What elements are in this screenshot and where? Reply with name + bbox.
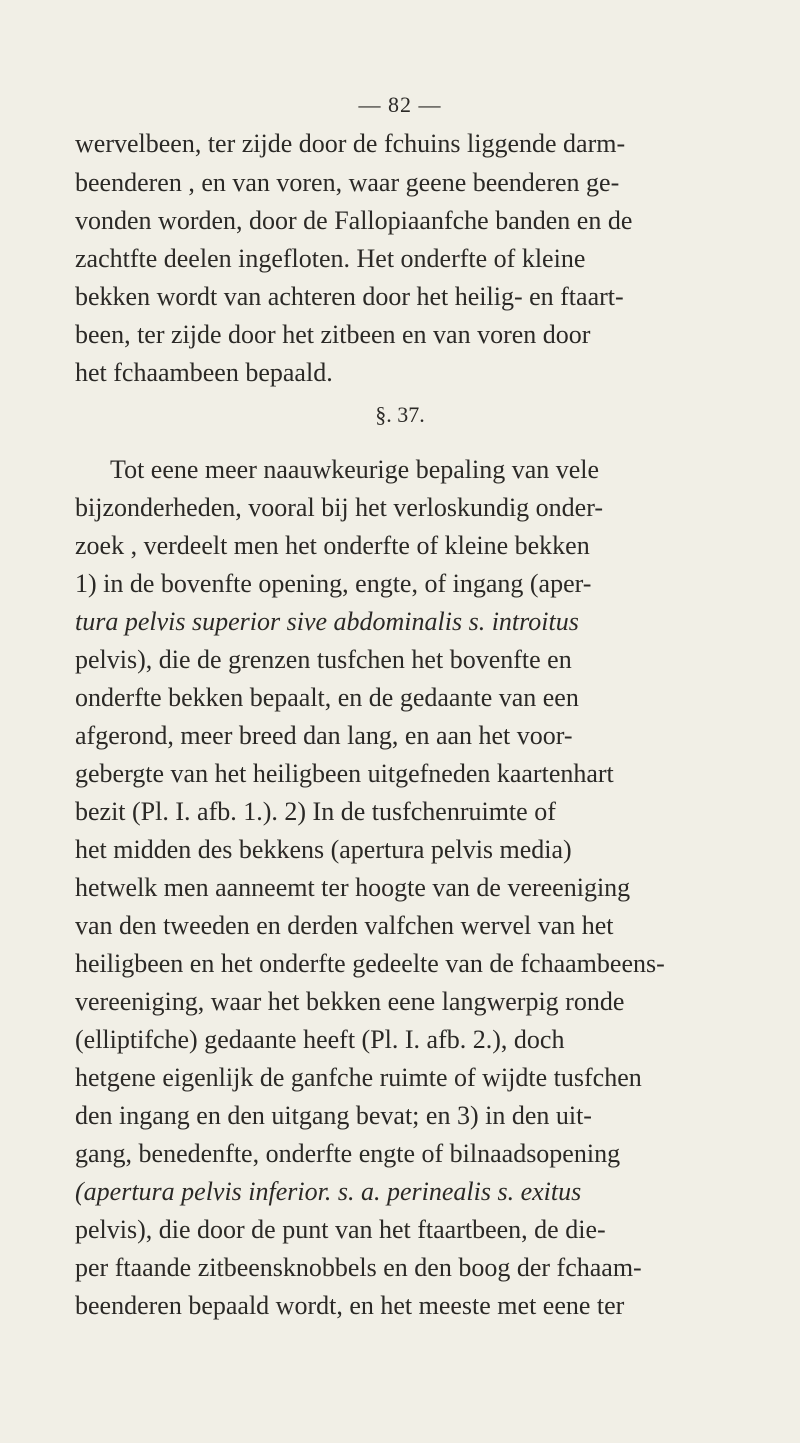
text-line: pelvis), die door de punt van het ftaartbeen, de die- bbox=[75, 1215, 606, 1244]
text-line: (apertura pelvis inferior. s. a. perinealis s. exitus bbox=[75, 1177, 582, 1206]
text-line: het fchaambeen bepaald. bbox=[75, 358, 333, 387]
text-line: bezit (Pl. I. afb. 1.). 2) In de tusfchenruimte of bbox=[75, 797, 556, 826]
text-line: vereeniging, waar het bekken eene langwerpig ronde bbox=[75, 987, 625, 1016]
text-line: vonden worden, door de Fallopiaanfche banden en de bbox=[75, 206, 633, 235]
text-line: heiligbeen en het onderfte gedeelte van de fchaambeens- bbox=[75, 949, 665, 978]
text-line: Tot eene meer naauwkeurige bepaling van vele bbox=[110, 455, 600, 484]
text-line: den ingang en den uitgang bevat; en 3) in den uit- bbox=[75, 1101, 592, 1130]
text-line: beenderen , en van voren, waar geene beenderen ge- bbox=[75, 168, 620, 197]
text-line: (elliptifche) gedaante heeft (Pl. I. afb. 2.), doch bbox=[75, 1025, 565, 1054]
text-line: pelvis), die de grenzen tusfchen het bovenfte en bbox=[75, 645, 572, 674]
text-line: zachtfte deelen ingefloten. Het onderfte of kleine bbox=[75, 244, 586, 273]
page-number: — 82 — bbox=[358, 92, 442, 117]
text-line: been, ter zijde door het zitbeen en van voren door bbox=[75, 320, 591, 349]
section-heading: §. 37. bbox=[375, 402, 425, 427]
text-line: per ftaande zitbeensknobbels en den boog der fchaam- bbox=[75, 1253, 642, 1282]
text-line: wervelbeen, ter zijde door de fchuins liggende darm- bbox=[75, 129, 626, 158]
text-line: afgerond, meer breed dan lang, en aan het voor- bbox=[75, 721, 573, 750]
text-line: bijzonderheden, vooral bij het verloskundig onder- bbox=[75, 493, 603, 522]
text-line: van den tweeden en derden valfchen wervel van het bbox=[75, 911, 614, 940]
text-line: het midden des bekkens (apertura pelvis media) bbox=[75, 835, 572, 864]
text-line: gang, benedenfte, onderfte engte of bilnaadsopening bbox=[75, 1139, 621, 1168]
text-line: bekken wordt van achteren door het heilig- en ftaart- bbox=[75, 282, 624, 311]
text-line: 1) in de bovenfte opening, engte, of ingang (aper- bbox=[75, 569, 592, 598]
text-line: zoek , verdeelt men het onderfte of kleine bekken bbox=[75, 531, 590, 560]
text-line: onderfte bekken bepaalt, en de gedaante van een bbox=[75, 683, 579, 712]
text-line: tura pelvis superior sive abdominalis s. introitus bbox=[75, 607, 579, 636]
text-line: hetgene eigenlijk de ganfche ruimte of wijdte tusfchen bbox=[75, 1063, 642, 1092]
text-line: gebergte van het heiligbeen uitgefneden kaartenhart bbox=[75, 759, 614, 788]
text-line: hetwelk men aanneemt ter hoogte van de vereeniging bbox=[75, 873, 631, 902]
text-line: beenderen bepaald wordt, en het meeste met eene ter bbox=[75, 1291, 625, 1320]
